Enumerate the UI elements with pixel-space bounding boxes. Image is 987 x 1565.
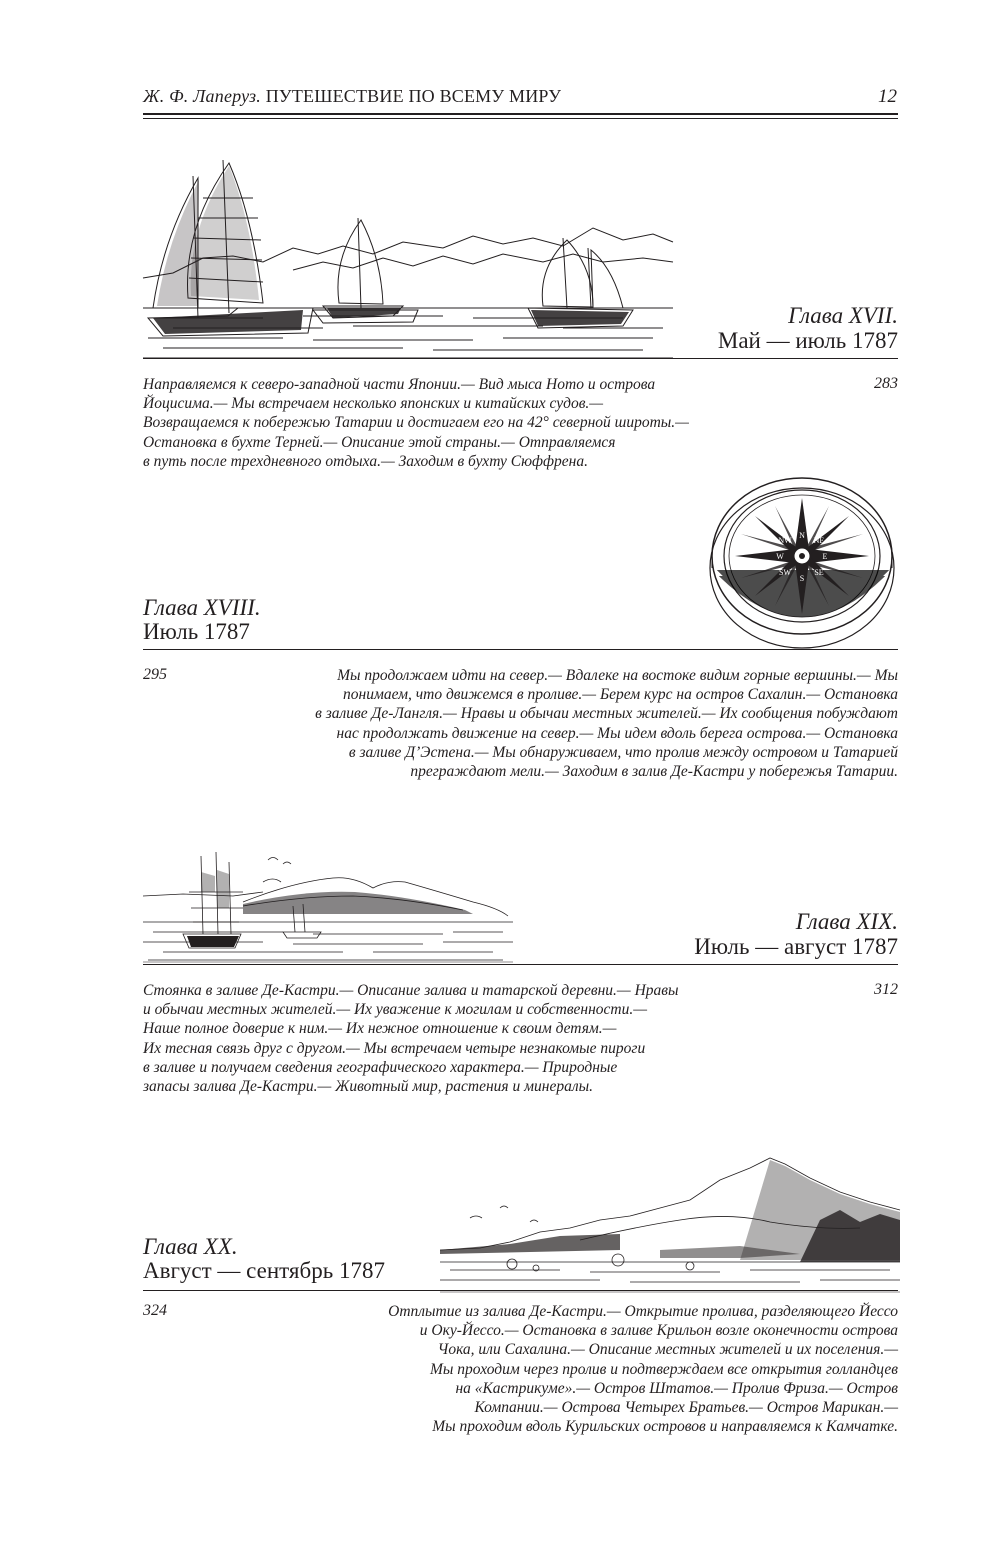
header-author: Ж. Ф. Лаперуз.: [143, 86, 261, 106]
chapter-19-rule: [143, 964, 898, 965]
chapter-19-page: 312: [874, 981, 898, 998]
summary-line: Возвращаемся к побережью Татарии и достигаем его на 42° северной широты.—: [143, 414, 689, 432]
summary-line: Йоцисима.— Мы встречаем несколько японских и китайских судов.—: [143, 395, 604, 413]
chapter-17-rule: [143, 358, 898, 359]
chapter-17-title: Глава XVII.: [788, 303, 898, 328]
summary-line: в заливе Де-Лангля.— Нравы и обычаи местных жителей.— Их сообщения побуждают: [315, 705, 898, 723]
junks-illustration: [143, 158, 673, 358]
chapter-19-title: Глава XIX.: [795, 909, 898, 934]
summary-line: Чока, или Сахалина.— Описание местных жителей и их поселения.—: [437, 1341, 898, 1359]
compass-label-nw: NW: [778, 536, 792, 545]
chapter-17-summary: [143, 375, 689, 471]
summary-line: Остановка в бухте Терней.— Описание этой страны.— Отправляемся: [143, 433, 616, 451]
summary-line: Мы проходим через пролив и подтверждаем все открытия голландцев: [430, 1360, 898, 1378]
header-rule-thick: [143, 113, 898, 115]
coast-mountain-illustration: [440, 1150, 900, 1292]
summary-line: в заливе Д’Эстена.— Мы обнаруживаем, что пролив между островом и Татарией: [348, 743, 898, 761]
chapter-20-title: Глава XX.: [143, 1234, 238, 1259]
header-rule-thin: [143, 118, 898, 119]
summary-line: Отплытие из залива Де-Кастри.— Открытие пролива, разделяющего Йессо: [388, 1303, 898, 1320]
compass-label-s: S: [799, 574, 805, 583]
compass-label-ne: NE: [813, 536, 825, 545]
summary-line: запасы залива Де-Кастри.— Животный мир, растения и минералы.: [143, 1078, 593, 1096]
chapter-19-dates: Июль — август 1787: [694, 934, 898, 959]
summary-line: в заливе и получаем сведения географического характера.— Природные: [143, 1058, 618, 1076]
chapter-18-page: 295: [143, 666, 167, 683]
summary-line: нас продолжать движение на север.— Мы идем вдоль берега острова.— Остановка: [336, 724, 898, 742]
compass-illustration: [705, 470, 900, 650]
header-title: ПУТЕШЕСТВИЕ ПО ВСЕМУ МИРУ: [265, 86, 562, 106]
summary-line: Мы проходим вдоль Курильских островов и направляемся к Камчатке.: [432, 1418, 898, 1436]
chapter-18-rule: [143, 649, 898, 650]
summary-line: понимаем, что движемся в проливе.— Берем курс на остров Сахалин.— Остановка: [343, 686, 898, 704]
summary-line: преграждают мели.— Заходим в залив Де-Кастри у побережья Татарии.: [410, 763, 898, 781]
chapter-18-title: Глава XVIII.: [143, 595, 261, 620]
summary-line: и обычаи местных жителей.— Их уважение к могилам и собственности.—: [143, 1001, 648, 1019]
summary-line: Стоянка в заливе Де-Кастри.— Описание залива и татарской деревни.— Нравы: [143, 982, 679, 999]
summary-line: Мы продолжаем идти на север.— Вдалеке на востоке видим горные вершины.— Мы: [337, 667, 898, 684]
bay-ships-illustration: [143, 852, 513, 962]
page-number: 12: [878, 86, 897, 107]
chapter-20-rule: [143, 1290, 898, 1291]
chapter-18-summary: [315, 666, 898, 781]
compass-label-n: N: [799, 531, 805, 540]
running-header: [143, 86, 561, 107]
summary-line: Их тесная связь друг с другом.— Мы встречаем четыре незнакомые пироги: [143, 1039, 646, 1057]
summary-line: Наше полное доверие к ним.— Их нежное отношение к своим детям.—: [143, 1020, 617, 1038]
chapter-20-summary: [388, 1302, 898, 1436]
chapter-20-dates: Август — сентябрь 1787: [143, 1258, 385, 1283]
summary-line: и Оку-Йессо.— Остановка в заливе Крильон возле оконечности острова: [419, 1322, 898, 1340]
compass-label-w: W: [776, 552, 784, 561]
chapter-20-page: 324: [143, 1302, 167, 1319]
chapter-19-summary: [143, 981, 679, 1096]
chapter-17-dates: Май — июль 1787: [717, 328, 898, 353]
compass-label-e: E: [822, 552, 828, 561]
chapter-18-dates: Июль 1787: [143, 619, 250, 644]
summary-line: на «Кастрикуме».— Остров Штатов.— Пролив Фриза.— Остров: [455, 1379, 898, 1397]
chapter-17-page: 283: [874, 375, 898, 392]
summary-line: в путь после трехдневного отдыха.— Заходим в бухту Сюффрена.: [143, 452, 588, 470]
summary-line: Компании.— Острова Четырех Братьев.— Остров Марикан.—: [474, 1399, 898, 1417]
compass-label-sw: SW: [779, 568, 791, 577]
summary-line: Направляемся к северо-западной части Японии.— Вид мыса Ното и острова: [143, 376, 656, 393]
compass-label-se: SE: [814, 568, 824, 577]
